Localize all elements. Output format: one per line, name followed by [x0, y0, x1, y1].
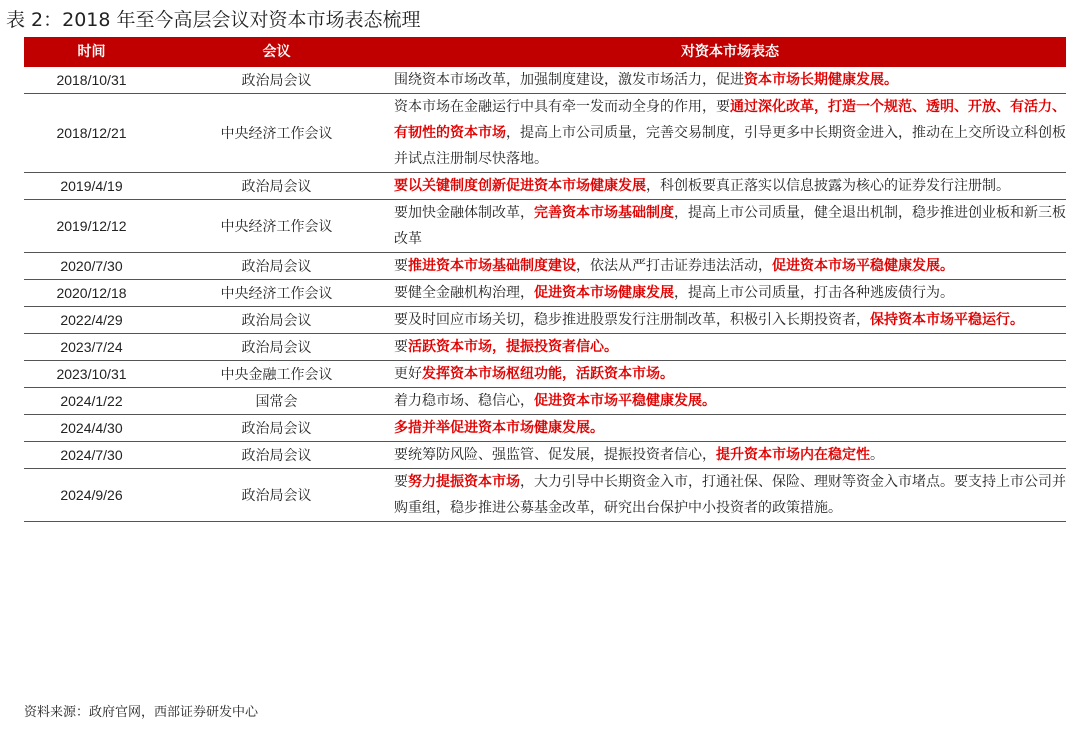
- table-row: [24, 415, 1066, 442]
- column-header-statement: 对资本市场表态: [394, 37, 1066, 66]
- row-statement: [394, 388, 1066, 415]
- row-statement: [394, 200, 1066, 253]
- row-meeting: 中央经济工作会议: [159, 94, 394, 173]
- statement-text: 。: [870, 447, 884, 463]
- row-date: 2022/4/29: [24, 307, 159, 334]
- table-row: [24, 307, 1066, 334]
- row-statement: [394, 415, 1066, 442]
- column-header-meeting: 会议: [159, 37, 394, 66]
- row-meeting: 政治局会议: [159, 334, 394, 361]
- statement-highlight: 促进资本市场平稳健康发展。: [772, 258, 954, 274]
- statement-highlight: 完善资本市场基础制度: [534, 205, 674, 221]
- row-meeting: 中央经济工作会议: [159, 280, 394, 307]
- row-statement: [394, 307, 1066, 334]
- table-row: [24, 200, 1066, 253]
- row-meeting: 政治局会议: [159, 415, 394, 442]
- row-meeting: 政治局会议: [159, 469, 394, 522]
- row-meeting: 政治局会议: [159, 173, 394, 200]
- row-statement: [394, 94, 1066, 173]
- statement-highlight: 保持资本市场平稳运行。: [870, 312, 1024, 328]
- row-date: 2024/4/30: [24, 415, 159, 442]
- statement-highlight: 发挥资本市场枢纽功能，活跃资本市场。: [422, 366, 674, 382]
- row-date: 2024/9/26: [24, 469, 159, 522]
- statement-highlight: 多措并举促进资本市场健康发展。: [394, 420, 604, 436]
- table-row: [24, 442, 1066, 469]
- row-meeting: 政治局会议: [159, 307, 394, 334]
- row-date: 2018/10/31: [24, 66, 159, 94]
- table-row: [24, 253, 1066, 280]
- row-date: 2023/10/31: [24, 361, 159, 388]
- statement-text: 要: [394, 339, 408, 355]
- statement-text: 资本市场在金融运行中具有牵一发而动全身的作用，要: [394, 99, 730, 115]
- row-statement: [394, 469, 1066, 522]
- statement-text: 要健全金融机构治理，: [394, 285, 534, 301]
- statement-text: 更好: [394, 366, 422, 382]
- statement-text: ，提高上市公司质量，完善交易制度，引导更多中长期资金进入，推动在上交所设立科创板并试点注册制尽快落地。: [394, 125, 1066, 167]
- statement-highlight: 通过深化改革，打造一个规范、透明、开放、有活力、有韧性的资本市场: [394, 99, 1066, 141]
- statement-highlight: 资本市场长期健康发展。: [744, 72, 898, 88]
- statement-highlight: 促进资本市场平稳健康发展。: [534, 393, 716, 409]
- row-statement: [394, 173, 1066, 200]
- table-row: [24, 280, 1066, 307]
- statement-text: 要: [394, 474, 408, 490]
- statement-text: ，提高上市公司质量，打击各种逃废债行为。: [674, 285, 954, 301]
- statement-text: ，大力引导中长期资金入市，打通社保、保险、理财等资金入市堵点。要支持上市公司并购重组，稳步推进公募基金改革，研究出台保护中小投资者的政策措施。: [394, 474, 1066, 516]
- row-date: 2019/4/19: [24, 173, 159, 200]
- row-statement: [394, 442, 1066, 469]
- row-date: 2019/12/12: [24, 200, 159, 253]
- row-date: 2018/12/21: [24, 94, 159, 173]
- row-date: 2020/7/30: [24, 253, 159, 280]
- row-meeting: 国常会: [159, 388, 394, 415]
- row-meeting: 中央金融工作会议: [159, 361, 394, 388]
- table-row: [24, 94, 1066, 173]
- table-row: [24, 469, 1066, 522]
- row-date: 2020/12/18: [24, 280, 159, 307]
- table-row: [24, 173, 1066, 200]
- row-date: 2023/7/24: [24, 334, 159, 361]
- table-row: [24, 388, 1066, 415]
- table-title: 表 2：2018 年至今高层会议对资本市场表态梳理: [6, 9, 421, 31]
- statement-text: 围绕资本市场改革，加强制度建设，激发市场活力，促进: [394, 72, 744, 88]
- statement-text: 要: [394, 258, 408, 274]
- row-date: 2024/7/30: [24, 442, 159, 469]
- row-statement: [394, 280, 1066, 307]
- statement-text: 着力稳市场、稳信心，: [394, 393, 534, 409]
- table-header-row: [24, 37, 1066, 66]
- statement-highlight: 努力提振资本市场: [408, 474, 520, 490]
- statement-text: ，依法从严打击证券违法活动，: [576, 258, 772, 274]
- statement-highlight: 提升资本市场内在稳定性: [716, 447, 870, 463]
- row-statement: [394, 66, 1066, 94]
- column-header-date: 时间: [24, 37, 159, 66]
- policy-table: [24, 37, 1066, 522]
- row-statement: [394, 253, 1066, 280]
- table-row: [24, 334, 1066, 361]
- row-meeting: 政治局会议: [159, 253, 394, 280]
- source-note: 资料来源：政府官网，西部证券研发中心: [24, 705, 259, 720]
- statement-text: ，提高上市公司质量，健全退出机制，稳步推进创业板和新三板改革: [394, 205, 1066, 247]
- row-date: 2024/1/22: [24, 388, 159, 415]
- statement-highlight: 推进资本市场基础制度建设: [408, 258, 576, 274]
- row-meeting: 政治局会议: [159, 442, 394, 469]
- statement-highlight: 活跃资本市场，提振投资者信心。: [408, 339, 618, 355]
- table-row: [24, 361, 1066, 388]
- table-row: [24, 66, 1066, 94]
- statement-text: 要加快金融体制改革，: [394, 205, 534, 221]
- row-meeting: 中央经济工作会议: [159, 200, 394, 253]
- row-statement: [394, 334, 1066, 361]
- statement-highlight: 促进资本市场健康发展: [534, 285, 674, 301]
- row-meeting: 政治局会议: [159, 66, 394, 94]
- statement-highlight: 要以关键制度创新促进资本市场健康发展: [394, 178, 646, 194]
- statement-text: 要统筹防风险、强监管、促发展，提振投资者信心，: [394, 447, 716, 463]
- statement-text: 要及时回应市场关切，稳步推进股票发行注册制改革，积极引入长期投资者，: [394, 312, 870, 328]
- statement-text: ，科创板要真正落实以信息披露为核心的证券发行注册制。: [646, 178, 1010, 194]
- row-statement: [394, 361, 1066, 388]
